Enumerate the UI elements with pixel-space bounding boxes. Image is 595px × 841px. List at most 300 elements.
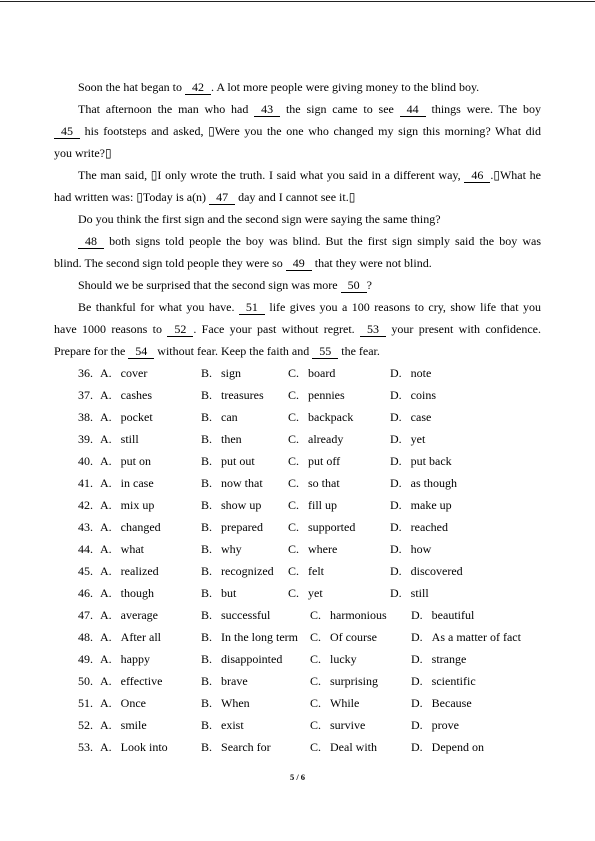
passage-text: the sign came to see <box>280 102 400 116</box>
option-c <box>310 648 357 670</box>
option-letter: A. <box>100 410 112 424</box>
option-letter: B. <box>201 696 213 710</box>
passage-line <box>54 142 541 164</box>
option-c <box>288 516 355 538</box>
option-letter: D. <box>390 542 402 556</box>
question-number: 48. <box>78 630 93 644</box>
passage-line <box>54 186 541 208</box>
option-letter: B. <box>201 740 213 754</box>
passage-line <box>54 120 541 142</box>
option-letter: C. <box>310 630 322 644</box>
option-letter: B. <box>201 564 213 578</box>
passage-text: life gives you a 100 reasons to cry, show life that you <box>264 300 541 314</box>
passage-text: his footsteps and asked, ▯Were you the one who changed my sign this morning? What did <box>80 124 541 138</box>
option-text: where <box>308 542 338 556</box>
passage-text: blind. The second sign told people they were so <box>54 256 286 270</box>
option-text: can <box>221 410 238 424</box>
option-letter: B. <box>201 674 213 688</box>
option-letter: A. <box>100 498 112 512</box>
option-text: Look into <box>120 740 168 754</box>
option-text: effective <box>120 674 163 688</box>
option-text: changed <box>120 520 161 534</box>
option-letter: B. <box>201 520 213 534</box>
option-d <box>390 450 452 472</box>
options-list <box>78 362 558 758</box>
option-d <box>390 494 452 516</box>
option-b <box>201 538 242 560</box>
option-b <box>201 472 263 494</box>
blank-49: 49 <box>286 256 312 271</box>
option-c <box>310 626 377 648</box>
option-letter: A. <box>100 520 112 534</box>
option-text: mix up <box>120 498 155 512</box>
option-letter: D. <box>411 630 423 644</box>
option-a <box>78 714 147 736</box>
option-text: how <box>410 542 432 556</box>
passage-text: both signs told people the boy was blind. But the first sign simply said the boy was <box>104 234 541 248</box>
option-d <box>390 362 431 384</box>
option-letter: D. <box>411 608 423 622</box>
option-text: When <box>221 696 250 710</box>
option-letter: A. <box>100 586 112 600</box>
option-c <box>288 450 340 472</box>
option-text: Once <box>120 696 146 710</box>
option-text: While <box>330 696 360 710</box>
option-text: put on <box>120 454 152 468</box>
option-letter: A. <box>100 388 112 402</box>
option-letter: B. <box>201 410 213 424</box>
option-d <box>390 538 431 560</box>
option-letter: C. <box>288 564 300 578</box>
option-d <box>390 428 425 450</box>
option-letter: B. <box>201 652 213 666</box>
question-row <box>78 736 558 758</box>
question-number: 36. <box>78 366 93 380</box>
blank-47: 47 <box>209 190 235 205</box>
question-row <box>78 560 558 582</box>
option-text: cover <box>120 366 148 380</box>
option-d <box>411 736 484 758</box>
passage-text: things were. The boy <box>425 102 542 116</box>
option-text: then <box>221 432 242 446</box>
option-text: lucky <box>330 652 357 666</box>
option-c <box>288 538 337 560</box>
option-letter: B. <box>201 586 213 600</box>
option-letter: D. <box>411 652 423 666</box>
option-text: yet <box>410 432 426 446</box>
option-d <box>390 406 431 428</box>
option-letter: D. <box>390 520 402 534</box>
option-letter: B. <box>201 630 213 644</box>
question-number: 41. <box>78 476 93 490</box>
option-d <box>390 560 463 582</box>
question-number: 52. <box>78 718 93 732</box>
option-a <box>78 670 162 692</box>
option-text: sign <box>221 366 242 380</box>
option-letter: B. <box>201 388 213 402</box>
passage-line <box>54 274 541 296</box>
blank-43: 43 <box>254 102 280 117</box>
question-number: 50. <box>78 674 93 688</box>
question-row <box>78 670 558 692</box>
question-row <box>78 494 558 516</box>
passage-text: day and I cannot see it.▯ <box>235 190 356 204</box>
passage-text: without fear. Keep the faith and <box>154 344 313 358</box>
option-text: put back <box>410 454 452 468</box>
option-text: realized <box>120 564 159 578</box>
option-c <box>288 384 345 406</box>
option-a <box>78 428 139 450</box>
question-number: 42. <box>78 498 93 512</box>
blank-51: 51 <box>239 300 265 315</box>
question-number: 43. <box>78 520 93 534</box>
option-a <box>78 450 151 472</box>
blank-55: 55 <box>312 344 338 359</box>
question-row <box>78 604 558 626</box>
passage-text: Do you think the first sign and the second sign were saying the same thing? <box>78 212 441 226</box>
option-b <box>201 648 282 670</box>
option-letter: A. <box>100 630 112 644</box>
option-c <box>310 736 377 758</box>
option-text: recognized <box>221 564 274 578</box>
option-text: still <box>120 432 139 446</box>
option-c <box>310 692 359 714</box>
option-letter: A. <box>100 454 112 468</box>
option-letter: A. <box>100 564 112 578</box>
question-number: 39. <box>78 432 93 446</box>
passage-text: .▯What he <box>490 168 541 182</box>
option-a <box>78 560 159 582</box>
option-text: board <box>308 366 336 380</box>
passage-line <box>54 252 541 274</box>
option-letter: D. <box>390 476 402 490</box>
option-text: pennies <box>308 388 345 402</box>
option-text: Depend on <box>431 740 484 754</box>
option-letter: C. <box>310 652 322 666</box>
passage-line <box>54 340 541 362</box>
question-row <box>78 450 558 472</box>
option-letter: A. <box>100 366 112 380</box>
option-letter: A. <box>100 718 112 732</box>
option-letter: C. <box>288 366 300 380</box>
passage <box>54 76 541 362</box>
option-b <box>201 582 236 604</box>
blank-54: 54 <box>128 344 154 359</box>
passage-text: the fear. <box>338 344 380 358</box>
option-letter: C. <box>288 454 300 468</box>
blank-44: 44 <box>400 102 426 117</box>
option-letter: D. <box>390 498 402 512</box>
option-letter: D. <box>390 432 402 446</box>
passage-text: . Face your past without regret. <box>193 322 361 336</box>
option-text: fill up <box>308 498 338 512</box>
option-letter: A. <box>100 652 112 666</box>
option-letter: D. <box>390 454 402 468</box>
option-letter: B. <box>201 608 213 622</box>
option-text: beautiful <box>431 608 475 622</box>
option-letter: C. <box>310 696 322 710</box>
option-b <box>201 362 241 384</box>
question-row <box>78 692 558 714</box>
passage-text: Soon the hat began to <box>78 80 185 94</box>
passage-line <box>54 98 541 120</box>
option-text: put off <box>308 454 341 468</box>
question-number: 44. <box>78 542 93 556</box>
option-text: now that <box>221 476 263 490</box>
option-text: harmonious <box>330 608 387 622</box>
question-row <box>78 362 558 384</box>
option-b <box>201 626 298 648</box>
option-text: but <box>221 586 237 600</box>
passage-text: Be thankful for what you have. <box>78 300 239 314</box>
option-text: successful <box>221 608 271 622</box>
option-a <box>78 516 161 538</box>
option-text: After all <box>120 630 161 644</box>
option-text: As a matter of fact <box>431 630 521 644</box>
option-c <box>310 670 378 692</box>
passage-text: you write?▯ <box>54 146 112 160</box>
option-letter: C. <box>288 520 300 534</box>
option-letter: A. <box>100 542 112 556</box>
option-text: reached <box>410 520 448 534</box>
blank-42: 42 <box>185 80 211 95</box>
option-text: Deal with <box>330 740 378 754</box>
option-d <box>411 670 476 692</box>
option-text: surprising <box>330 674 379 688</box>
passage-line <box>54 164 541 186</box>
question-number: 40. <box>78 454 93 468</box>
question-row <box>78 648 558 670</box>
option-text: prepared <box>221 520 263 534</box>
option-a <box>78 406 153 428</box>
option-letter: D. <box>411 696 423 710</box>
option-text: already <box>308 432 344 446</box>
option-d <box>411 714 459 736</box>
option-text: disappointed <box>221 652 283 666</box>
question-row <box>78 516 558 538</box>
option-b <box>201 692 250 714</box>
option-b <box>201 560 274 582</box>
option-letter: C. <box>310 674 322 688</box>
blank-45: 45 <box>54 124 80 139</box>
option-a <box>78 362 147 384</box>
option-c <box>288 406 353 428</box>
option-text: supported <box>308 520 356 534</box>
option-text: note <box>410 366 432 380</box>
question-number: 49. <box>78 652 93 666</box>
option-letter: D. <box>390 366 402 380</box>
option-c <box>288 560 324 582</box>
option-b <box>201 450 255 472</box>
option-a <box>78 384 152 406</box>
question-number: 37. <box>78 388 93 402</box>
option-d <box>411 626 521 648</box>
option-b <box>201 406 238 428</box>
passage-line <box>54 76 541 98</box>
option-text: what <box>120 542 144 556</box>
option-text: exist <box>221 718 244 732</box>
option-letter: A. <box>100 740 112 754</box>
option-text: discovered <box>410 564 463 578</box>
option-c <box>310 604 387 626</box>
option-b <box>201 428 242 450</box>
question-row <box>78 428 558 450</box>
option-text: prove <box>431 718 459 732</box>
option-text: In the long term <box>221 630 298 644</box>
option-text: why <box>221 542 242 556</box>
option-d <box>390 472 457 494</box>
option-c <box>288 582 323 604</box>
passage-text: had written was: ▯Today is a(n) <box>54 190 210 204</box>
option-letter: C. <box>288 388 300 402</box>
option-text: pocket <box>120 410 153 424</box>
question-row <box>78 384 558 406</box>
option-d <box>390 516 448 538</box>
option-letter: B. <box>201 498 213 512</box>
option-letter: D. <box>411 718 423 732</box>
option-text: treasures <box>221 388 264 402</box>
option-b <box>201 604 270 626</box>
page-number: 5 / 6 <box>289 772 306 782</box>
option-text: as though <box>410 476 458 490</box>
option-letter: D. <box>411 740 423 754</box>
question-number: 46. <box>78 586 93 600</box>
question-number: 53. <box>78 740 93 754</box>
blank-52: 52 <box>167 322 193 337</box>
option-letter: C. <box>310 740 322 754</box>
option-letter: C. <box>288 476 300 490</box>
option-text: happy <box>120 652 150 666</box>
option-text: Because <box>431 696 472 710</box>
option-text: so that <box>308 476 340 490</box>
option-b <box>201 714 244 736</box>
option-c <box>288 472 340 494</box>
option-text: put out <box>221 454 255 468</box>
option-text: make up <box>410 498 452 512</box>
top-rule <box>0 1 595 2</box>
option-a <box>78 494 154 516</box>
option-text: coins <box>410 388 437 402</box>
option-c <box>288 362 335 384</box>
passage-text: ? <box>366 278 372 292</box>
option-c <box>288 494 337 516</box>
option-d <box>411 692 472 714</box>
passage-line <box>54 296 541 318</box>
question-number: 45. <box>78 564 93 578</box>
blank-53: 53 <box>360 322 386 337</box>
option-text: smile <box>120 718 147 732</box>
passage-line <box>54 230 541 252</box>
option-text: felt <box>308 564 325 578</box>
option-letter: C. <box>288 586 300 600</box>
passage-text: that they were not blind. <box>311 256 432 270</box>
option-letter: B. <box>201 366 213 380</box>
option-letter: D. <box>390 388 402 402</box>
option-letter: B. <box>201 454 213 468</box>
option-b <box>201 736 271 758</box>
option-a <box>78 538 144 560</box>
question-row <box>78 626 558 648</box>
option-c <box>310 714 365 736</box>
option-b <box>201 384 264 406</box>
question-number: 47. <box>78 608 93 622</box>
passage-text: Should we be surprised that the second sign was more <box>78 278 341 292</box>
option-text: Of course <box>330 630 377 644</box>
option-text: backpack <box>308 410 354 424</box>
passage-text: That afternoon the man who had <box>78 102 255 116</box>
passage-text: The man said, ▯I only wrote the truth. I said what you said in a different way, <box>78 168 465 182</box>
option-text: survive <box>330 718 366 732</box>
option-text: strange <box>431 652 467 666</box>
question-number: 38. <box>78 410 93 424</box>
option-d <box>390 582 429 604</box>
option-letter: C. <box>310 718 322 732</box>
option-letter: D. <box>390 564 402 578</box>
option-a <box>78 692 146 714</box>
option-letter: C. <box>288 498 300 512</box>
option-text: in case <box>120 476 154 490</box>
passage-line <box>54 208 541 230</box>
option-a <box>78 648 150 670</box>
passage-text: . A lot more people were giving money to the blind boy. <box>210 80 480 94</box>
blank-46: 46 <box>464 168 490 183</box>
passage-text: your present with confidence. <box>386 322 541 336</box>
option-a <box>78 472 154 494</box>
option-letter: A. <box>100 608 112 622</box>
blank-50: 50 <box>341 278 367 293</box>
option-text: still <box>410 586 429 600</box>
option-text: though <box>120 586 155 600</box>
option-a <box>78 626 161 648</box>
option-text: show up <box>221 498 262 512</box>
option-letter: B. <box>201 542 213 556</box>
option-text: Search for <box>221 740 271 754</box>
option-text: brave <box>221 674 248 688</box>
option-b <box>201 516 263 538</box>
option-letter: B. <box>201 718 213 732</box>
option-letter: A. <box>100 432 112 446</box>
option-letter: A. <box>100 674 112 688</box>
option-text: scientific <box>431 674 476 688</box>
option-letter: B. <box>201 476 213 490</box>
option-c <box>288 428 343 450</box>
option-letter: C. <box>288 432 300 446</box>
question-row <box>78 472 558 494</box>
option-a <box>78 582 154 604</box>
option-letter: A. <box>100 476 112 490</box>
question-row <box>78 538 558 560</box>
option-letter: D. <box>390 410 402 424</box>
option-d <box>390 384 436 406</box>
option-d <box>411 648 466 670</box>
option-text: average <box>120 608 158 622</box>
option-a <box>78 604 158 626</box>
option-d <box>411 604 474 626</box>
option-letter: D. <box>411 674 423 688</box>
option-letter: D. <box>390 586 402 600</box>
option-a <box>78 736 168 758</box>
option-letter: C. <box>288 542 300 556</box>
passage-text: have 1000 reasons to <box>54 322 168 336</box>
option-b <box>201 670 248 692</box>
blank-48: 48 <box>78 234 104 249</box>
option-text: case <box>410 410 432 424</box>
question-row <box>78 714 558 736</box>
option-text: yet <box>308 586 323 600</box>
option-letter: C. <box>310 608 322 622</box>
option-letter: C. <box>288 410 300 424</box>
question-row <box>78 406 558 428</box>
